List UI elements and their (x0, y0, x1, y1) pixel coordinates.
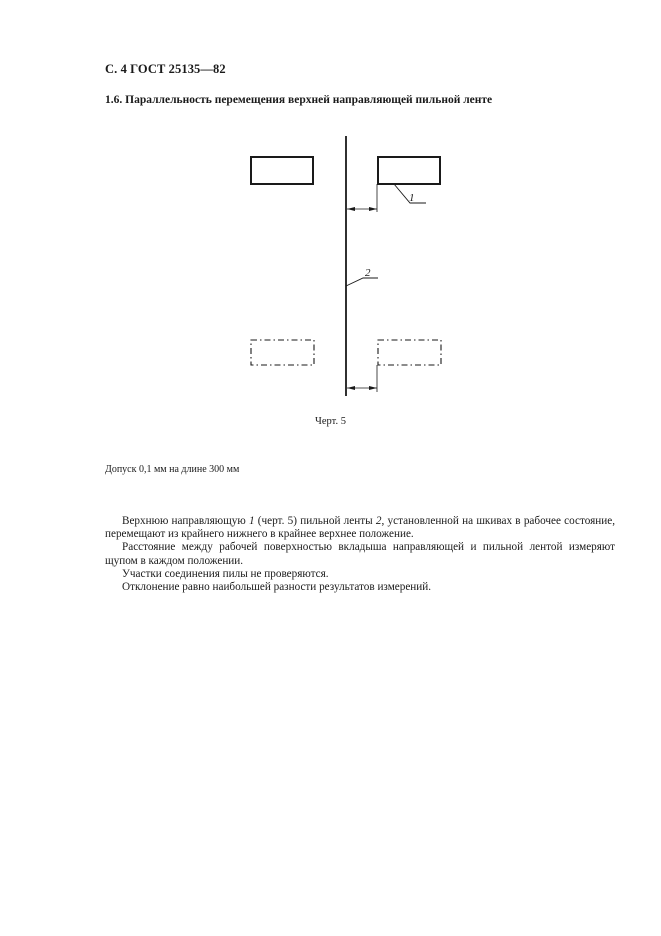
label-saw-band: 2 (365, 267, 371, 279)
paragraph-1 (105, 515, 615, 541)
left-guide-block-top (251, 157, 313, 184)
body-text (105, 515, 615, 594)
paragraph-4: Отклонение равно наибольшей разности результатов измерений. (122, 581, 432, 594)
paragraph-1-part-b: (черт. 5) пильной ленты (254, 515, 376, 527)
bottom-dimension-arrow-right (369, 386, 377, 390)
paragraph-1-part-a: Верхнюю направляющую (122, 515, 249, 527)
label-guide: 1 (409, 192, 415, 204)
bottom-dimension-arrow-left (347, 386, 355, 390)
paragraph-1-part-c: , установленной на шкивах в рабочее состояние, перемещают из крайнего нижнего в крайнее верхнее положение. (105, 515, 615, 541)
page-header: С. 4 ГОСТ 25135—82 (105, 62, 226, 76)
tolerance-text: Допуск 0,1 мм на длине 300 мм (105, 464, 240, 475)
figure-caption: Черт. 5 (315, 416, 346, 427)
paragraph-1-ref-saw-band: 2 (375, 515, 382, 527)
top-dimension-arrow-right (369, 207, 377, 211)
section-title: 1.6. Параллельность перемещения верхней направляющей пильной ленте (105, 94, 493, 106)
left-guide-block-bottom (251, 340, 314, 365)
paragraph-2: Расстояние между рабочей поверхностью вкладыша направляющей и пильной лентой измеряют щупом в каждом положении. (105, 541, 615, 567)
guide-leader-line (394, 184, 426, 203)
paragraph-3: Участки соединения пилы не проверяются. (122, 567, 329, 580)
right-guide-block-top (378, 157, 440, 184)
paragraph-1-ref-guide: 1 (248, 515, 255, 527)
top-dimension-arrow-left (347, 207, 355, 211)
saw-band-leader-line (346, 278, 378, 286)
right-guide-block-bottom (378, 340, 441, 365)
